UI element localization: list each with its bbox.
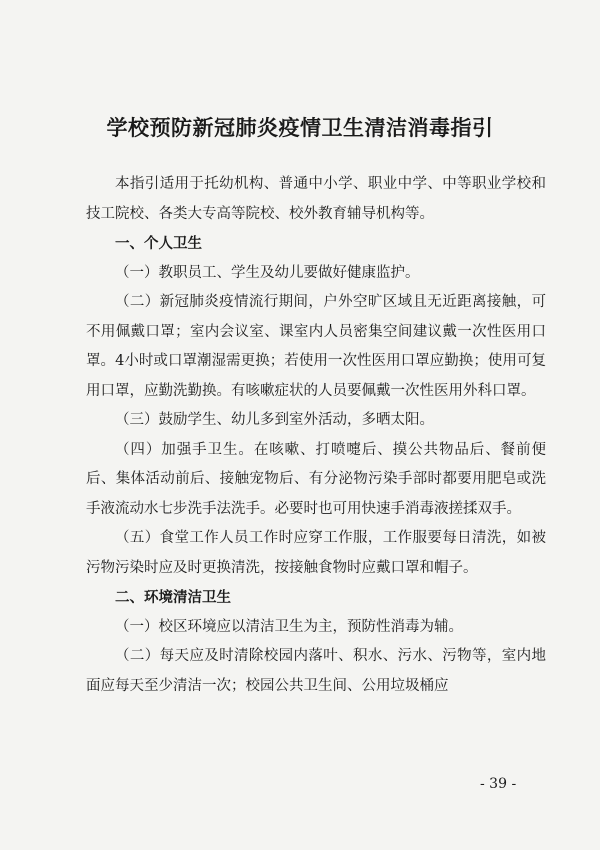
- section-heading-personal-hygiene: 一、个人卫生: [115, 235, 202, 252]
- paragraph-1-5: （五）食堂工作人员工作时应穿工作服，工作服要每日清洗，如被污物污染时应及时更换清洗，按接触食物时应戴口罩和帽子。: [86, 530, 546, 576]
- intro-paragraph: 本指引适用于托幼机构、普通中小学、职业中学、中等职业学校和技工院校、各类大专高等院校、校外教育辅导机构等。: [86, 176, 546, 222]
- section-heading-environment-hygiene: 二、环境清洁卫生: [115, 589, 231, 606]
- document-title: 学校预防新冠肺炎疫情卫生清洁消毒指引: [106, 115, 494, 140]
- paragraph-1-4: （四）加强手卫生。在咳嗽、打喷嚏后、摸公共物品后、餐前便后、集体活动前后、接触宠物后、有分泌物污染手部时都要用肥皂或洗手液流动水七步洗手法洗手。必要时也可用快速手消毒液搓揉双手。: [86, 441, 546, 517]
- document-body: [86, 170, 546, 701]
- paragraph-1-2: （二）新冠肺炎疫情流行期间，户外空旷区域且无近距离接触，可不用佩戴口罩；室内会议室、课室内人员密集空间建议戴一次性医用口罩。4小时或口罩潮湿需更换；若使用一次性医用口罩应勤换；使用可复用口罩，应勤洗勤换。有咳嗽症状的人员要佩戴一次性医用外科口罩。: [86, 294, 546, 399]
- page-number: - 39 -: [480, 776, 517, 792]
- paragraph-2-2: （二）每天应及时清除校园内落叶、积水、污水、污物等，室内地面应每天至少清洁一次；校园公共卫生间、公用垃圾桶应: [86, 648, 546, 694]
- paragraph-1-1: （一）教职员工、学生及幼儿要做好健康监护。: [115, 264, 420, 281]
- paragraph-2-1: （一）校区环境应以清洁卫生为主，预防性消毒为辅。: [115, 618, 463, 635]
- paragraph-1-3: （三）鼓励学生、幼儿多到室外活动，多晒太阳。: [115, 412, 434, 428]
